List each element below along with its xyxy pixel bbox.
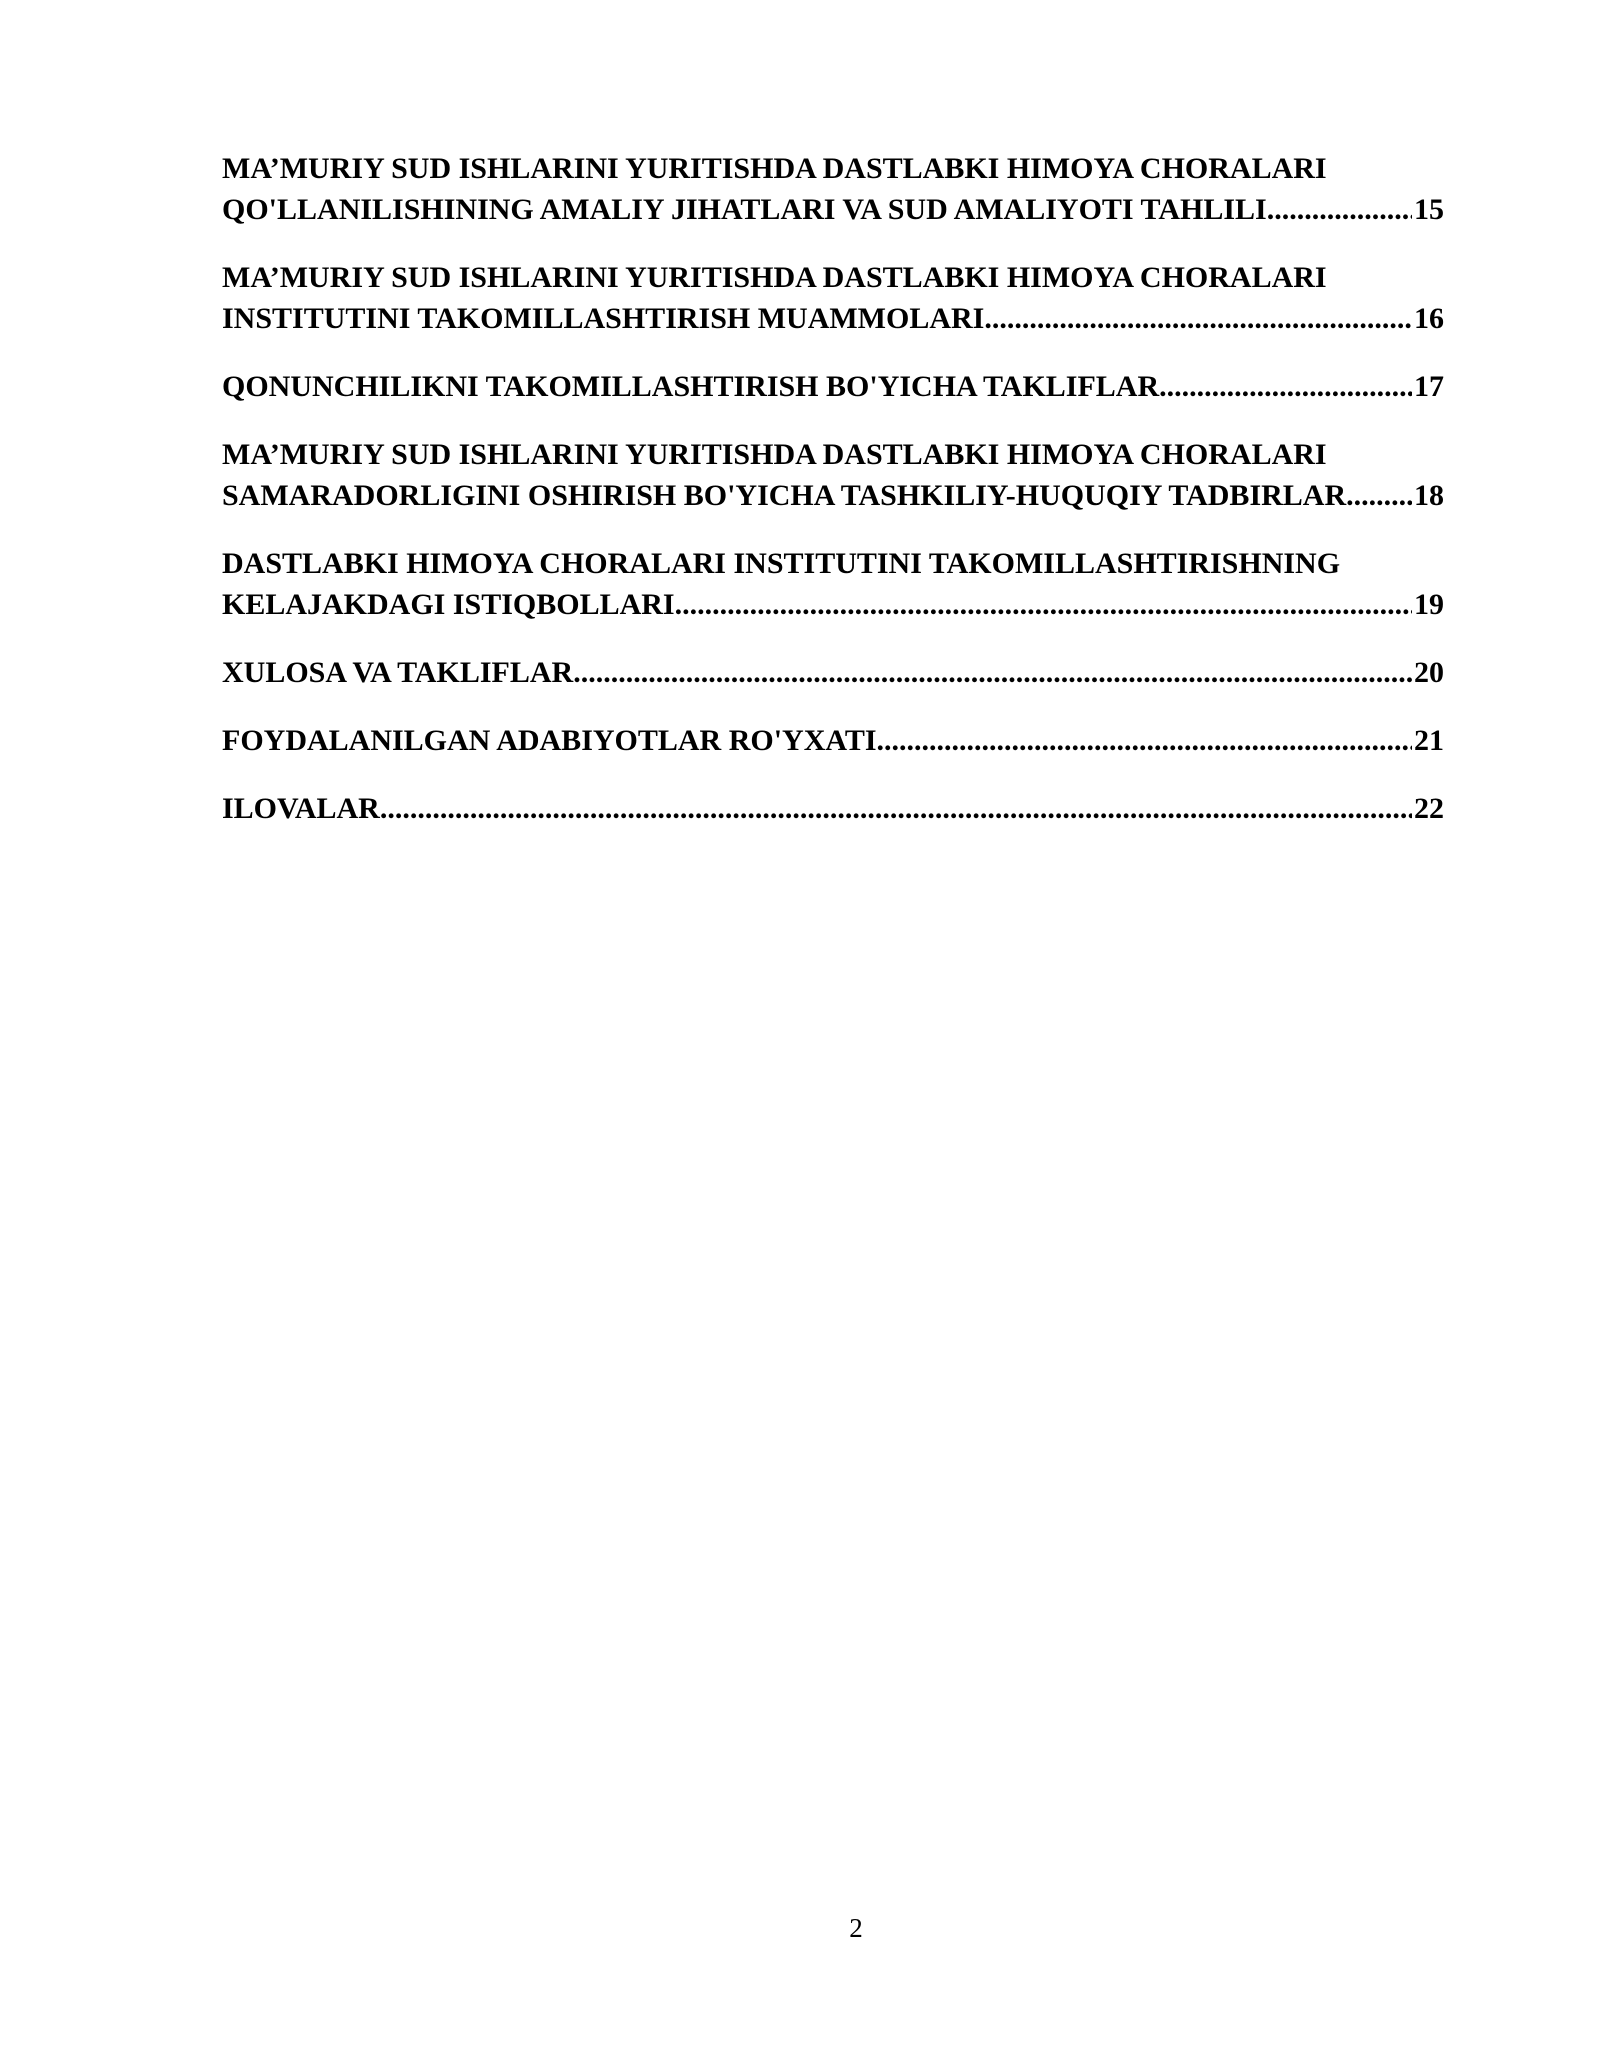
- toc-entry-last-line: [222, 366, 1444, 407]
- toc-dot-leader: [1346, 475, 1412, 516]
- page-number: 2: [849, 1913, 863, 1943]
- table-of-contents: [222, 148, 1444, 856]
- toc-entry-last-line: [222, 475, 1444, 516]
- toc-entry-last-line: [222, 652, 1444, 693]
- toc-entry-title-line: MA’MURIY SUD ISHLARINI YURITISHDA DASTLABKI HIMOYA CHORALARI: [222, 261, 1327, 294]
- toc-entry[interactable]: [222, 434, 1444, 516]
- toc-entry[interactable]: [222, 720, 1444, 761]
- toc-entry-title-line: KELAJAKDAGI ISTIQBOLLARI: [222, 588, 675, 621]
- toc-entry[interactable]: [222, 543, 1444, 625]
- toc-entry-last-line: [222, 788, 1444, 829]
- toc-entry-title-line: DASTLABKI HIMOYA CHORALARI INSTITUTINI TAKOMILLASHTIRISHNING: [222, 547, 1341, 580]
- toc-entry-title-line: XULOSA VA TAKLIFLAR: [222, 656, 574, 689]
- toc-page-number: 18: [1414, 479, 1444, 512]
- toc-entry-title-line: MA’MURIY SUD ISHLARINI YURITISHDA DASTLABKI HIMOYA CHORALARI: [222, 438, 1327, 471]
- toc-page-number: 17: [1414, 370, 1444, 403]
- toc-entry-last-line: [222, 720, 1444, 761]
- toc-entry-title-line: ILOVALAR: [222, 792, 380, 825]
- toc-page-number: 19: [1414, 588, 1444, 621]
- toc-entry[interactable]: [222, 652, 1444, 693]
- toc-dot-leader: [380, 788, 1412, 829]
- toc-dot-leader: [984, 298, 1412, 339]
- toc-entry-last-line: [222, 584, 1444, 625]
- toc-dot-leader: [1159, 366, 1412, 407]
- toc-entry-title-line: INSTITUTINI TAKOMILLASHTIRISH MUAMMOLARI: [222, 302, 985, 335]
- toc-entry[interactable]: [222, 257, 1444, 339]
- toc-page-number: 15: [1414, 193, 1444, 226]
- toc-entry-last-line: [222, 189, 1444, 230]
- toc-entry-title-line: QONUNCHILIKNI TAKOMILLASHTIRISH BO'YICHA TAKLIFLAR: [222, 370, 1160, 403]
- toc-entry-last-line: [222, 298, 1444, 339]
- toc-dot-leader: [573, 652, 1412, 693]
- toc-entry-title-line: QO'LLANILISHINING AMALIY JIHATLARI VA SUD AMALIYOTI TAHLILI: [222, 193, 1267, 226]
- toc-page-number: 16: [1414, 302, 1444, 335]
- toc-entry[interactable]: [222, 788, 1444, 829]
- toc-page-number: 22: [1414, 792, 1444, 825]
- toc-entry-title-line: FOYDALANILGAN ADABIYOTLAR RO'YXATI: [222, 724, 877, 757]
- toc-entry-title-line: MA’MURIY SUD ISHLARINI YURITISHDA DASTLABKI HIMOYA CHORALARI: [222, 152, 1327, 185]
- toc-dot-leader: [675, 584, 1412, 625]
- toc-page-number: 20: [1414, 656, 1444, 689]
- toc-dot-leader: [1267, 189, 1412, 230]
- toc-entry[interactable]: [222, 366, 1444, 407]
- toc-entry[interactable]: [222, 148, 1444, 230]
- toc-dot-leader: [877, 720, 1412, 761]
- toc-entry-title-line: SAMARADORLIGINI OSHIRISH BO'YICHA TASHKILIY-HUQUQIY TADBIRLAR: [222, 479, 1347, 512]
- toc-page-number: 21: [1414, 724, 1444, 757]
